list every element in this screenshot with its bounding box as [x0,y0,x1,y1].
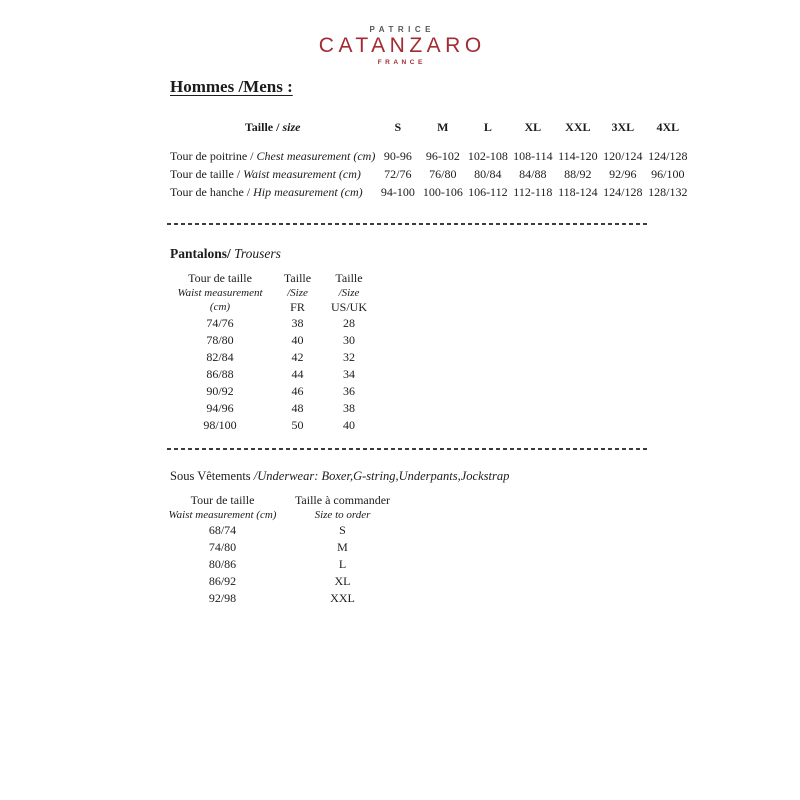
cell-value: 96/100 [651,167,685,181]
cell-value: 90-96 [383,149,412,163]
cell-waist: 78/80 [206,333,234,347]
cell-value: 124/128 [603,185,643,199]
sous-title-fr: Sous Vêtements [170,469,254,483]
cell-value: 88/92 [564,167,592,181]
cell-value: 100-106 [422,185,463,199]
cell-value: 94-100 [380,185,415,199]
sizes-header-label [170,118,375,136]
trousers-header-row [165,271,378,315]
table-row [160,573,400,590]
row-label [170,165,375,183]
row-label [170,183,375,201]
cell-size: XXL [330,591,355,605]
cell-waist: 80/86 [208,557,237,571]
size-column-m: M [437,120,449,134]
underwear-header-size [285,493,400,522]
cell-value: 106-112 [468,185,508,199]
cell-fr-size: 50 [291,418,304,432]
section-title-pantalons [170,245,800,263]
size-column-xl: XL [524,120,542,134]
table-row [165,315,378,332]
table-row [160,556,400,573]
table-row [165,349,378,366]
cell-usuk-size: 38 [343,401,355,415]
table-row-chest [170,147,690,165]
cell-waist: 82/84 [206,350,234,364]
cell-waist: 92/98 [208,591,237,605]
row-label [170,147,375,165]
cell-size: XL [334,574,351,588]
size-column-l: L [483,120,492,134]
cell-size: M [337,540,348,554]
section-title-hommes: Hommes /Mens : [170,77,293,96]
cell-waist: 86/92 [208,574,237,588]
size-column-4xl: 4XL [656,120,680,134]
header-line-fr: Taille à commander [294,493,391,507]
cell-waist: 74/76 [206,316,234,330]
header-line-fr: Tour de taille [190,493,255,507]
cell-fr-size: 48 [291,401,304,415]
table-row [165,400,378,417]
header-line-en: /Size [338,287,360,299]
logo-patrice-text: PATRICE [369,25,435,34]
logo-catanzaro-text: CATANZARO [318,34,486,57]
cell-fr-size: 42 [291,350,304,364]
underwear-header-waist [160,493,285,522]
trousers-header-fr-size [275,271,320,315]
dashed-divider [167,223,649,225]
mens-sizes-table [170,118,690,201]
pantalons-title-en: Trousers [234,246,281,261]
cell-usuk-size: 40 [343,418,355,432]
size-column-s: S [394,120,402,134]
cell-fr-size: 44 [291,367,304,381]
table-row [160,590,400,607]
row-label-en: Chest measurement (cm) [256,149,376,163]
cell-waist: 94/96 [206,401,234,415]
size-column-3xl: 3XL [611,120,635,134]
cell-value: 80/84 [474,167,502,181]
cell-value: 96-102 [425,149,460,163]
cell-usuk-size: 30 [343,333,355,347]
sizes-header-fr: Taille / [244,120,280,134]
header-line-en: Size to order [314,509,371,521]
size-column-xxl: XXL [565,120,591,134]
cell-size: L [338,557,347,571]
cell-value: 124/128 [648,149,688,163]
cell-value: 114-120 [558,149,598,163]
cell-value: 118-124 [558,185,598,199]
cell-value: 92/96 [609,167,637,181]
sizes-header-en: size [282,120,301,134]
table-row [160,522,400,539]
row-label-fr: Tour de taille / [170,167,241,181]
header-line-en: Waist measurement (cm) [168,509,277,521]
underwear-sizes-table [160,493,400,607]
row-label-fr: Tour de poitrine / [170,149,254,163]
cell-waist: 74/80 [208,540,237,554]
section-title-sous-vetements [170,468,800,485]
cell-value: 112-118 [513,185,553,199]
brand-logo [0,0,800,68]
cell-value: 84/88 [519,167,547,181]
table-row-hip [170,183,690,201]
trousers-header-waist [165,271,275,315]
logo-france-text: FRANCE [377,59,426,66]
header-line-en: Waist measurement [177,287,263,299]
cell-value: 128/132 [648,185,688,199]
cell-waist: 86/88 [206,367,234,381]
sous-title-en: /Underwear: Boxer,G-string,Underpants,Jockstrap [253,469,510,483]
cell-waist: 90/92 [206,384,234,398]
cell-usuk-size: 36 [343,384,355,398]
cell-fr-size: 40 [291,333,304,347]
underwear-header-row [160,493,400,522]
header-line-fr: Taille [335,271,363,285]
cell-usuk-size: 28 [343,316,355,330]
cell-size: S [339,523,346,537]
cell-value: 76/80 [429,167,457,181]
cell-value: 72/76 [384,167,412,181]
header-line-region: FR [290,300,305,314]
row-label-fr: Tour de hanche / [170,185,251,199]
cell-fr-size: 46 [291,384,304,398]
row-label-en: Waist measurement (cm) [243,167,361,181]
cell-value: 108-114 [513,149,553,163]
header-line-en: /Size [287,287,308,299]
row-label-en: Hip measurement (cm) [253,185,363,199]
dashed-divider [167,448,649,450]
table-row-waist [170,165,690,183]
table-row [165,417,378,434]
pantalons-title-fr: Pantalons/ [170,246,231,261]
cell-waist: 68/74 [208,523,237,537]
cell-value: 102-108 [467,149,508,163]
header-line-unit: (cm) [209,301,231,313]
cell-usuk-size: 34 [343,367,355,381]
table-row [165,332,378,349]
spacer-row [170,136,690,147]
cell-usuk-size: 32 [343,350,355,364]
trousers-sizes-table [165,271,378,434]
table-row [165,383,378,400]
sizes-header-row [170,118,690,136]
table-row [165,366,378,383]
header-line-region: US/UK [330,300,367,314]
cell-fr-size: 38 [291,316,304,330]
cell-waist: 98/100 [203,418,237,432]
header-line-fr: Taille [283,271,312,285]
header-line-fr: Tour de taille [188,271,252,285]
cell-value: 120/124 [603,149,643,163]
table-row [160,539,400,556]
trousers-header-usuk-size [320,271,378,315]
